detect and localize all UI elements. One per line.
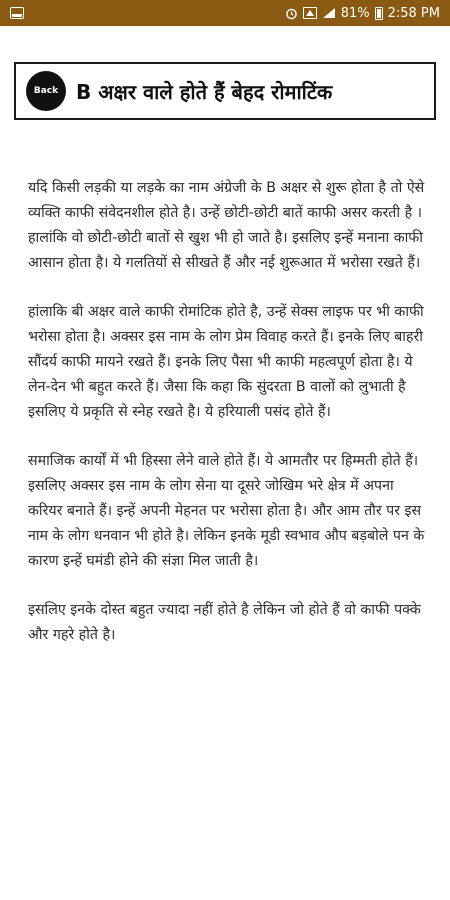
alarm-icon: [285, 7, 298, 20]
app-icon: [10, 7, 24, 19]
article-paragraph: हांलाकि बी अक्षर वाले काफी रोमांटिक होते है, उन्हें सेक्स लाइफ पर भी काफी भरोसा होता है। अक्सर इस नाम के लोग प्रेम विवाह करते हैं। इनके लिए बाहरी सौंदर्य काफी मायने रखते हैं। इनके लिए पैसा भी काफी महत्वपूर्ण होता है। ये लेन-देन भी बहुत करते हैं। जैसा कि कहा कि सुंदरता B वालों को लुभाती है इसलिए ये प्रकृति से स्नेह रखते है। ये हरियाली पसंद होते हैं।: [28, 304, 424, 420]
battery-icon: [375, 7, 383, 20]
wifi-icon: [303, 7, 317, 19]
article-header: [14, 62, 436, 120]
page-title: B अक्षर वाले होते हैं बेहद रोमाटिंक: [76, 79, 333, 104]
battery-percentage: 81%: [340, 5, 370, 21]
status-bar: [0, 0, 450, 26]
article-paragraph: समाजिक कार्यों में भी हिस्सा लेने वाले होते हैं। ये आमतौर पर हिम्मती होते हैं। इसलिए अक्सर इस नाम के लोग सेना या दूसरे जोखिम भरे क्षेत्र में अपना करियर बनाते हैं। इन्हें अपनी मेहनत पर भरोसा होता है। और आम तौर पर इस नाम के लोग धनवान भी होते है। लेकिन इनके मूडी स्वभाव औप बड़बोले पन के कारण इन्हें घमंडी होने की संज्ञा मिल जाती है।: [28, 453, 425, 569]
article-body: [28, 176, 426, 672]
clock: 2:58 PM: [387, 5, 440, 21]
back-button[interactable]: Back: [26, 71, 66, 111]
article-paragraph: इसलिए इनके दोस्त बहुत ज्यादा नहीं होते है लेकिन जो होते हैं वो काफी पक्के और गहरे होते है।: [28, 602, 421, 643]
signal-icon: [322, 7, 336, 19]
article-paragraph: यदि किसी लड़की या लड़के का नाम अंग्रेजी के B अक्षर से शुरू होता है तो ऐसे व्यक्ति काफी संवेदनशील होते है। उन्हें छोटी-छोटी बातें काफी असर करती है । हालांकि वो छोटी-छोटी बातों से खुश भी हो जाते है। इसलिए इन्हें मनाना काफी आसान होता है। ये गलतियों से सीखते हैं और नई शुरूआत में भरोसा रखते हैं।: [28, 180, 425, 271]
